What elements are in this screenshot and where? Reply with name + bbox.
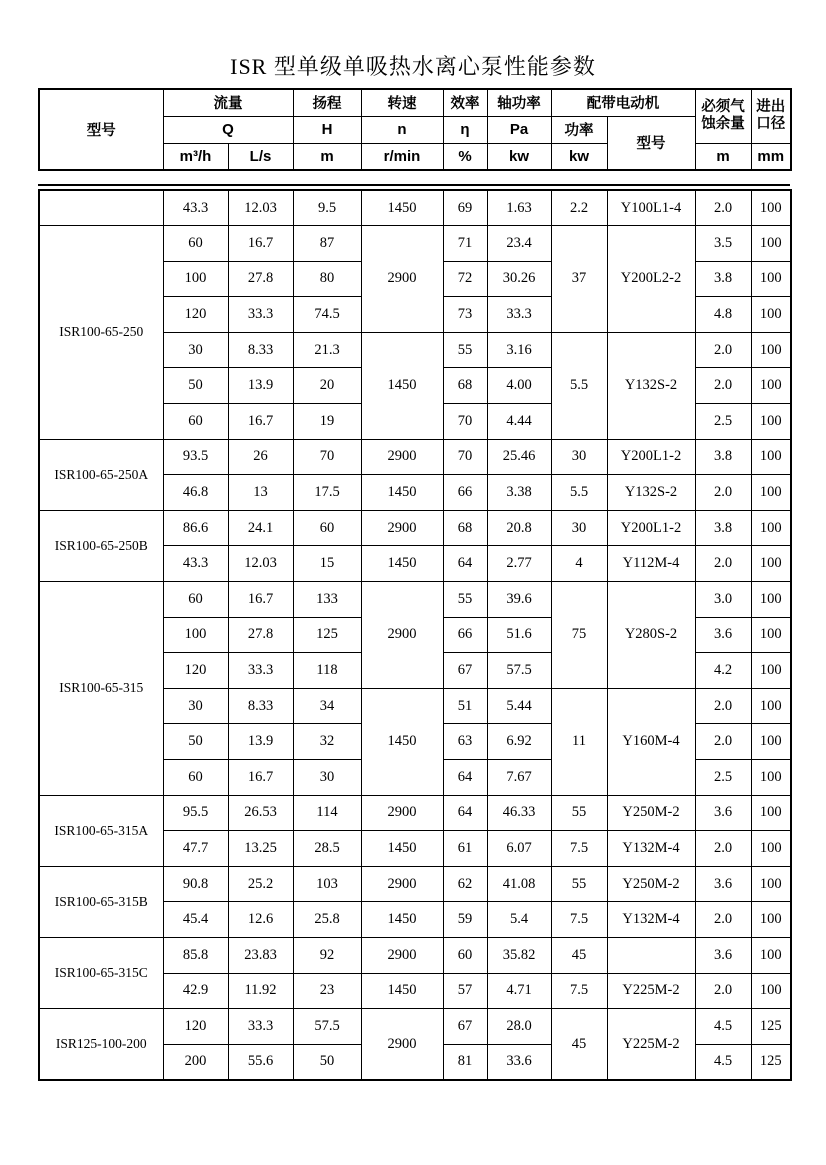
motor-power-kw-cell: 5.5 [551,332,607,439]
motor-model-cell: Y250M-2 [607,866,695,902]
inlet-outlet-mm-cell: 100 [751,688,791,724]
unit-mm: mm [751,143,791,170]
head-m-cell: 30 [293,760,361,796]
efficiency-pct-cell: 64 [443,760,487,796]
flow-m3h-cell: 43.3 [163,546,228,582]
col-header-efficiency: 效率 [443,89,487,116]
table-row [39,226,791,262]
efficiency-pct-cell: 59 [443,902,487,938]
flow-m3h-cell: 43.3 [163,190,228,226]
shaft-power-kw-cell: 5.44 [487,688,551,724]
efficiency-pct-cell: 60 [443,937,487,973]
inlet-outlet-mm-cell: 100 [751,831,791,867]
unit-head-m: m [293,143,361,170]
motor-model-cell: Y200L2-2 [607,226,695,333]
flow-ls-cell: 27.8 [228,261,293,297]
efficiency-pct-cell: 64 [443,795,487,831]
efficiency-pct-cell: 67 [443,653,487,689]
npsh-m-cell: 2.0 [695,831,751,867]
flow-m3h-cell: 120 [163,653,228,689]
unit-rmin: r/min [361,143,443,170]
npsh-m-cell: 2.0 [695,724,751,760]
flow-m3h-cell: 85.8 [163,937,228,973]
flow-ls-cell: 23.83 [228,937,293,973]
head-m-cell: 25.8 [293,902,361,938]
flow-m3h-cell: 93.5 [163,439,228,475]
efficiency-pct-cell: 66 [443,475,487,511]
shaft-power-kw-cell: 4.44 [487,404,551,440]
flow-ls-cell: 26.53 [228,795,293,831]
efficiency-pct-cell: 70 [443,439,487,475]
col-header-motor: 配带电动机 [551,89,695,116]
inlet-outlet-mm-cell: 100 [751,760,791,796]
header-table [38,88,792,171]
flow-m3h-cell: 60 [163,404,228,440]
motor-power-kw-cell: 55 [551,866,607,902]
speed-rpm-cell: 2900 [361,1009,443,1080]
motor-model-cell: Y250M-2 [607,795,695,831]
flow-ls-cell: 12.03 [228,190,293,226]
shaft-power-kw-cell: 5.4 [487,902,551,938]
pump-model-cell: ISR100-65-250 [39,226,163,440]
head-m-cell: 125 [293,617,361,653]
shaft-power-kw-cell: 57.5 [487,653,551,689]
head-m-cell: 21.3 [293,332,361,368]
flow-ls-cell: 27.8 [228,617,293,653]
motor-power-kw-cell: 30 [551,439,607,475]
motor-power-kw-cell: 2.2 [551,190,607,226]
npsh-m-cell: 3.8 [695,439,751,475]
shaft-power-kw-cell: 6.07 [487,831,551,867]
flow-m3h-cell: 60 [163,760,228,796]
inlet-outlet-mm-cell: 100 [751,973,791,1009]
symbol-head-h: H [293,116,361,143]
shaft-power-kw-cell: 3.16 [487,332,551,368]
head-m-cell: 9.5 [293,190,361,226]
table-row [39,439,791,475]
pump-model-cell [39,190,163,226]
flow-m3h-cell: 46.8 [163,475,228,511]
head-m-cell: 80 [293,261,361,297]
speed-rpm-cell: 1450 [361,190,443,226]
flow-m3h-cell: 60 [163,582,228,618]
inlet-outlet-mm-cell: 100 [751,902,791,938]
shaft-power-kw-cell: 33.6 [487,1044,551,1080]
flow-ls-cell: 12.6 [228,902,293,938]
unit-kw-shaft: kw [487,143,551,170]
motor-model-cell [607,937,695,973]
inlet-outlet-mm-cell: 100 [751,261,791,297]
speed-rpm-cell: 2900 [361,582,443,689]
efficiency-pct-cell: 51 [443,688,487,724]
shaft-power-kw-cell: 51.6 [487,617,551,653]
symbol-speed-n: n [361,116,443,143]
npsh-m-cell: 2.0 [695,973,751,1009]
npsh-m-cell: 3.8 [695,510,751,546]
inlet-outlet-mm-cell: 100 [751,332,791,368]
motor-model-cell: Y200L1-2 [607,510,695,546]
npsh-m-cell: 4.5 [695,1009,751,1045]
speed-rpm-cell: 1450 [361,475,443,511]
head-m-cell: 133 [293,582,361,618]
col-header-motor-model: 型号 [607,116,695,170]
inlet-outlet-mm-cell: 100 [751,226,791,262]
unit-kw-motor: kw [551,143,607,170]
speed-rpm-cell: 2900 [361,866,443,902]
inlet-outlet-mm-cell: 100 [751,617,791,653]
flow-ls-cell: 16.7 [228,582,293,618]
flow-ls-cell: 25.2 [228,866,293,902]
efficiency-pct-cell: 71 [443,226,487,262]
efficiency-pct-cell: 61 [443,831,487,867]
inlet-outlet-mm-cell: 100 [751,724,791,760]
motor-power-kw-cell: 5.5 [551,475,607,511]
motor-model-cell: Y100L1-4 [607,190,695,226]
npsh-m-cell: 3.6 [695,866,751,902]
head-m-cell: 28.5 [293,831,361,867]
efficiency-pct-cell: 66 [443,617,487,653]
inlet-outlet-mm-cell: 100 [751,368,791,404]
flow-ls-cell: 16.7 [228,760,293,796]
npsh-m-cell: 2.5 [695,404,751,440]
npsh-m-cell: 4.5 [695,1044,751,1080]
head-m-cell: 103 [293,866,361,902]
motor-power-kw-cell: 7.5 [551,902,607,938]
unit-m3h: m³/h [163,143,228,170]
header-row-groups [39,89,791,116]
speed-rpm-cell: 1450 [361,546,443,582]
shaft-power-kw-cell: 6.92 [487,724,551,760]
npsh-m-cell: 2.0 [695,475,751,511]
flow-ls-cell: 13 [228,475,293,511]
motor-power-kw-cell: 7.5 [551,973,607,1009]
shaft-power-kw-cell: 25.46 [487,439,551,475]
shaft-power-kw-cell: 4.00 [487,368,551,404]
pump-model-cell: ISR125-100-200 [39,1009,163,1080]
npsh-m-cell: 3.6 [695,795,751,831]
table-row [39,937,791,973]
flow-ls-cell: 55.6 [228,1044,293,1080]
motor-power-kw-cell: 45 [551,1009,607,1080]
col-header-npsh [695,89,751,143]
shaft-power-kw-cell: 39.6 [487,582,551,618]
motor-model-cell: Y225M-2 [607,1009,695,1080]
shaft-power-kw-cell: 1.63 [487,190,551,226]
npsh-label-line1: 必须气 [701,99,745,116]
speed-rpm-cell: 2900 [361,226,443,333]
flow-m3h-cell: 45.4 [163,902,228,938]
head-m-cell: 32 [293,724,361,760]
motor-power-kw-cell: 30 [551,510,607,546]
col-header-speed: 转速 [361,89,443,116]
pump-model-cell: ISR100-65-315 [39,582,163,796]
efficiency-pct-cell: 68 [443,510,487,546]
motor-power-kw-cell: 45 [551,937,607,973]
efficiency-pct-cell: 73 [443,297,487,333]
inlet-outlet-mm-cell: 100 [751,795,791,831]
speed-rpm-cell: 2900 [361,510,443,546]
symbol-pa: Pa [487,116,551,143]
flow-m3h-cell: 42.9 [163,973,228,1009]
motor-power-kw-cell: 75 [551,582,607,689]
double-rule [38,184,790,186]
npsh-m-cell: 2.0 [695,546,751,582]
flow-m3h-cell: 30 [163,688,228,724]
npsh-m-cell: 3.6 [695,937,751,973]
inlet-outlet-mm-cell: 100 [751,475,791,511]
shaft-power-kw-cell: 30.26 [487,261,551,297]
npsh-m-cell: 2.0 [695,902,751,938]
col-header-head: 扬程 [293,89,361,116]
table-row [39,795,791,831]
efficiency-pct-cell: 81 [443,1044,487,1080]
shaft-power-kw-cell: 20.8 [487,510,551,546]
inlet-outlet-mm-cell: 100 [751,937,791,973]
diameter-label-line2: 口径 [756,116,786,133]
head-m-cell: 23 [293,973,361,1009]
flow-ls-cell: 33.3 [228,1009,293,1045]
shaft-power-kw-cell: 2.77 [487,546,551,582]
motor-power-kw-cell: 7.5 [551,831,607,867]
motor-model-cell: Y200L1-2 [607,439,695,475]
flow-ls-cell: 12.03 [228,546,293,582]
npsh-m-cell: 2.0 [695,688,751,724]
flow-ls-cell: 11.92 [228,973,293,1009]
speed-rpm-cell: 1450 [361,688,443,795]
flow-m3h-cell: 120 [163,297,228,333]
efficiency-pct-cell: 55 [443,332,487,368]
inlet-outlet-mm-cell: 100 [751,297,791,333]
head-m-cell: 34 [293,688,361,724]
npsh-m-cell: 2.0 [695,190,751,226]
inlet-outlet-mm-cell: 125 [751,1044,791,1080]
motor-model-cell: Y280S-2 [607,582,695,689]
flow-m3h-cell: 120 [163,1009,228,1045]
head-m-cell: 60 [293,510,361,546]
pump-model-cell: ISR100-65-315C [39,937,163,1008]
speed-rpm-cell: 1450 [361,973,443,1009]
efficiency-pct-cell: 72 [443,261,487,297]
head-m-cell: 118 [293,653,361,689]
npsh-m-cell: 3.0 [695,582,751,618]
motor-power-kw-cell: 55 [551,795,607,831]
flow-m3h-cell: 50 [163,724,228,760]
motor-model-cell: Y132S-2 [607,475,695,511]
head-m-cell: 74.5 [293,297,361,333]
head-m-cell: 19 [293,404,361,440]
npsh-m-cell: 3.5 [695,226,751,262]
flow-m3h-cell: 100 [163,261,228,297]
page-title: ISR 型单级单吸热水离心泵性能参数 [230,54,596,79]
shaft-power-kw-cell: 41.08 [487,866,551,902]
motor-model-cell: Y160M-4 [607,688,695,795]
npsh-m-cell: 4.2 [695,653,751,689]
motor-power-kw-cell: 4 [551,546,607,582]
speed-rpm-cell: 2900 [361,795,443,831]
pump-model-cell: ISR100-65-250B [39,510,163,581]
unit-npsh-m: m [695,143,751,170]
table-row [39,190,791,226]
flow-ls-cell: 16.7 [228,226,293,262]
efficiency-pct-cell: 63 [443,724,487,760]
efficiency-pct-cell: 55 [443,582,487,618]
shaft-power-kw-cell: 7.67 [487,760,551,796]
inlet-outlet-mm-cell: 100 [751,404,791,440]
efficiency-pct-cell: 69 [443,190,487,226]
flow-ls-cell: 16.7 [228,404,293,440]
head-m-cell: 57.5 [293,1009,361,1045]
col-header-diameter [751,89,791,143]
head-m-cell: 17.5 [293,475,361,511]
table-row [39,582,791,618]
motor-model-cell: Y112M-4 [607,546,695,582]
efficiency-pct-cell: 70 [443,404,487,440]
efficiency-pct-cell: 64 [443,546,487,582]
speed-rpm-cell: 1450 [361,902,443,938]
inlet-outlet-mm-cell: 100 [751,190,791,226]
shaft-power-kw-cell: 28.0 [487,1009,551,1045]
flow-ls-cell: 33.3 [228,653,293,689]
npsh-m-cell: 3.8 [695,261,751,297]
shaft-power-kw-cell: 33.3 [487,297,551,333]
pump-model-cell: ISR100-65-315B [39,866,163,937]
data-table-body [39,190,791,1080]
flow-ls-cell: 13.25 [228,831,293,867]
inlet-outlet-mm-cell: 100 [751,546,791,582]
symbol-flow-q: Q [163,116,293,143]
pump-model-cell: ISR100-65-315A [39,795,163,866]
speed-rpm-cell: 1450 [361,332,443,439]
flow-ls-cell: 13.9 [228,368,293,404]
inlet-outlet-mm-cell: 100 [751,653,791,689]
motor-power-kw-cell: 37 [551,226,607,333]
head-m-cell: 87 [293,226,361,262]
flow-ls-cell: 33.3 [228,297,293,333]
efficiency-pct-cell: 62 [443,866,487,902]
inlet-outlet-mm-cell: 100 [751,439,791,475]
pump-model-cell: ISR100-65-250A [39,439,163,510]
flow-m3h-cell: 95.5 [163,795,228,831]
head-m-cell: 50 [293,1044,361,1080]
flow-ls-cell: 8.33 [228,332,293,368]
motor-model-cell: Y132M-4 [607,902,695,938]
head-m-cell: 20 [293,368,361,404]
flow-ls-cell: 8.33 [228,688,293,724]
shaft-power-kw-cell: 3.38 [487,475,551,511]
flow-m3h-cell: 86.6 [163,510,228,546]
head-m-cell: 92 [293,937,361,973]
npsh-m-cell: 2.0 [695,332,751,368]
speed-rpm-cell: 2900 [361,937,443,973]
shaft-power-kw-cell: 46.33 [487,795,551,831]
inlet-outlet-mm-cell: 100 [751,510,791,546]
motor-model-cell: Y225M-2 [607,973,695,1009]
inlet-outlet-mm-cell: 100 [751,582,791,618]
shaft-power-kw-cell: 23.4 [487,226,551,262]
inlet-outlet-mm-cell: 100 [751,866,791,902]
inlet-outlet-mm-cell: 125 [751,1009,791,1045]
flow-m3h-cell: 200 [163,1044,228,1080]
shaft-power-kw-cell: 4.71 [487,973,551,1009]
flow-m3h-cell: 47.7 [163,831,228,867]
efficiency-pct-cell: 57 [443,973,487,1009]
head-m-cell: 114 [293,795,361,831]
diameter-label-line1: 进出 [756,99,786,116]
npsh-m-cell: 4.8 [695,297,751,333]
shaft-power-kw-cell: 35.82 [487,937,551,973]
flow-m3h-cell: 90.8 [163,866,228,902]
col-header-motor-power: 功率 [551,116,607,143]
efficiency-pct-cell: 67 [443,1009,487,1045]
npsh-label-line2: 蚀余量 [701,116,745,133]
data-table [38,189,792,1081]
motor-model-cell: Y132M-4 [607,831,695,867]
flow-ls-cell: 13.9 [228,724,293,760]
npsh-m-cell: 2.0 [695,368,751,404]
head-m-cell: 15 [293,546,361,582]
table-row [39,1009,791,1045]
col-header-flow: 流量 [163,89,293,116]
speed-rpm-cell: 2900 [361,439,443,475]
unit-percent: % [443,143,487,170]
npsh-m-cell: 3.6 [695,617,751,653]
speed-rpm-cell: 1450 [361,831,443,867]
flow-m3h-cell: 30 [163,332,228,368]
npsh-m-cell: 2.5 [695,760,751,796]
flow-m3h-cell: 50 [163,368,228,404]
table-row [39,510,791,546]
col-header-shaft-power: 轴功率 [487,89,551,116]
efficiency-pct-cell: 68 [443,368,487,404]
table-row [39,866,791,902]
flow-ls-cell: 24.1 [228,510,293,546]
flow-m3h-cell: 100 [163,617,228,653]
motor-model-cell: Y132S-2 [607,332,695,439]
flow-ls-cell: 26 [228,439,293,475]
symbol-eta: η [443,116,487,143]
flow-m3h-cell: 60 [163,226,228,262]
motor-power-kw-cell: 11 [551,688,607,795]
unit-ls: L/s [228,143,293,170]
col-header-pump-model: 型号 [39,89,163,170]
head-m-cell: 70 [293,439,361,475]
